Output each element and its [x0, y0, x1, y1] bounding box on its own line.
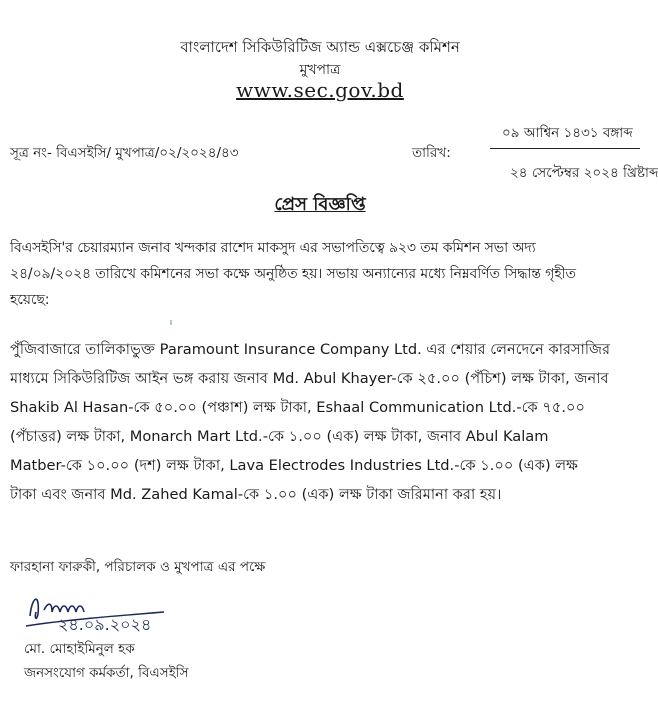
- handwritten-signature: [24, 586, 174, 634]
- decision-line: Matber-কে ১০.০০ (দশ) লক্ষ টাকা, Lava Electrodes Industries Ltd.-কে ১.০০ (এক) লক্ষ: [10, 457, 578, 474]
- memo-number: সূত্র নং- বিএসইসি/ মুখপাত্র/০২/২০২৪/৪৩: [10, 145, 239, 161]
- intro-line: বিএসইসি'র চেয়ারম্যান জনাব খন্দকার রাশেদ মাকসুদ এর সভাপতিত্বে ৯২৩ তম কমিশন সভা অদ্য: [10, 240, 536, 256]
- date-divider: [490, 148, 640, 149]
- signatory-name: মো. মোহাইমিনুল হক: [24, 641, 135, 657]
- on-behalf-line: ফারহানা ফারুকী, পরিচালক ও মুখপাত্র এর পক্ষে: [10, 559, 266, 575]
- organization-name: বাংলাদেশ সিকিউরিটিজ অ্যান্ড এক্সচেঞ্জ কমিশন: [180, 38, 460, 56]
- decision-line: মাধ্যমে সিকিউরিটিজ আইন ভঙ্গ করায় জনাব Md. Abul Khayer-কে ২৫.০০ (পঁচিশ) লক্ষ টাকা, জনাব: [10, 370, 609, 387]
- signatory-designation: জনসংযোগ কর্মকর্তা, বিএসইসি: [24, 665, 189, 681]
- signature-date: ২৪.০৯.২০২৪: [58, 615, 152, 634]
- date-label: তারিখ:: [412, 145, 451, 161]
- decision-line: Shakib Al Hasan-কে ৫০.০০ (পঞ্চাশ) লক্ষ টাকা, Eshaal Communication Ltd.-কে ৭৫.০০: [10, 399, 585, 416]
- website-link[interactable]: www.sec.gov.bd: [236, 78, 404, 102]
- press-release-title: প্রেস বিজ্ঞপ্তি: [274, 194, 366, 215]
- date-gregorian: ২৪ সেপ্টেম্বর ২০২৪ খ্রিষ্টাব্দ: [510, 165, 658, 181]
- intro-line: হয়েছে:: [10, 292, 50, 308]
- decision-line: টাকা এবং জনাব Md. Zahed Kamal-কে ১.০০ (এক) লক্ষ টাকা জরিমানা করা হয়।: [10, 486, 502, 503]
- office-name: মুখপাত্র: [299, 62, 341, 78]
- decision-line: পুঁজিবাজারে তালিকাভুক্ত Paramount Insurance Company Ltd. এর শেয়ার লেনদেনে কারসাজির: [10, 341, 611, 358]
- intro-line: ২৪/০৯/২০২৪ তারিখে কমিশনের সভা কক্ষে অনুষ্ঠিত হয়। সভায় অন্যান্যের মধ্যে নিম্নবর্ণিত সিদ্ধান্ত গৃহীত: [10, 266, 576, 282]
- decision-line: (পঁচাত্তর) লক্ষ টাকা, Monarch Mart Ltd.-কে ১.০০ (এক) লক্ষ টাকা, জনাব Abul Kalam: [10, 428, 549, 445]
- scan-mark: [170, 320, 172, 325]
- date-bangla: ০৯ আশ্বিন ১৪৩১ বঙ্গাব্দ: [502, 125, 633, 141]
